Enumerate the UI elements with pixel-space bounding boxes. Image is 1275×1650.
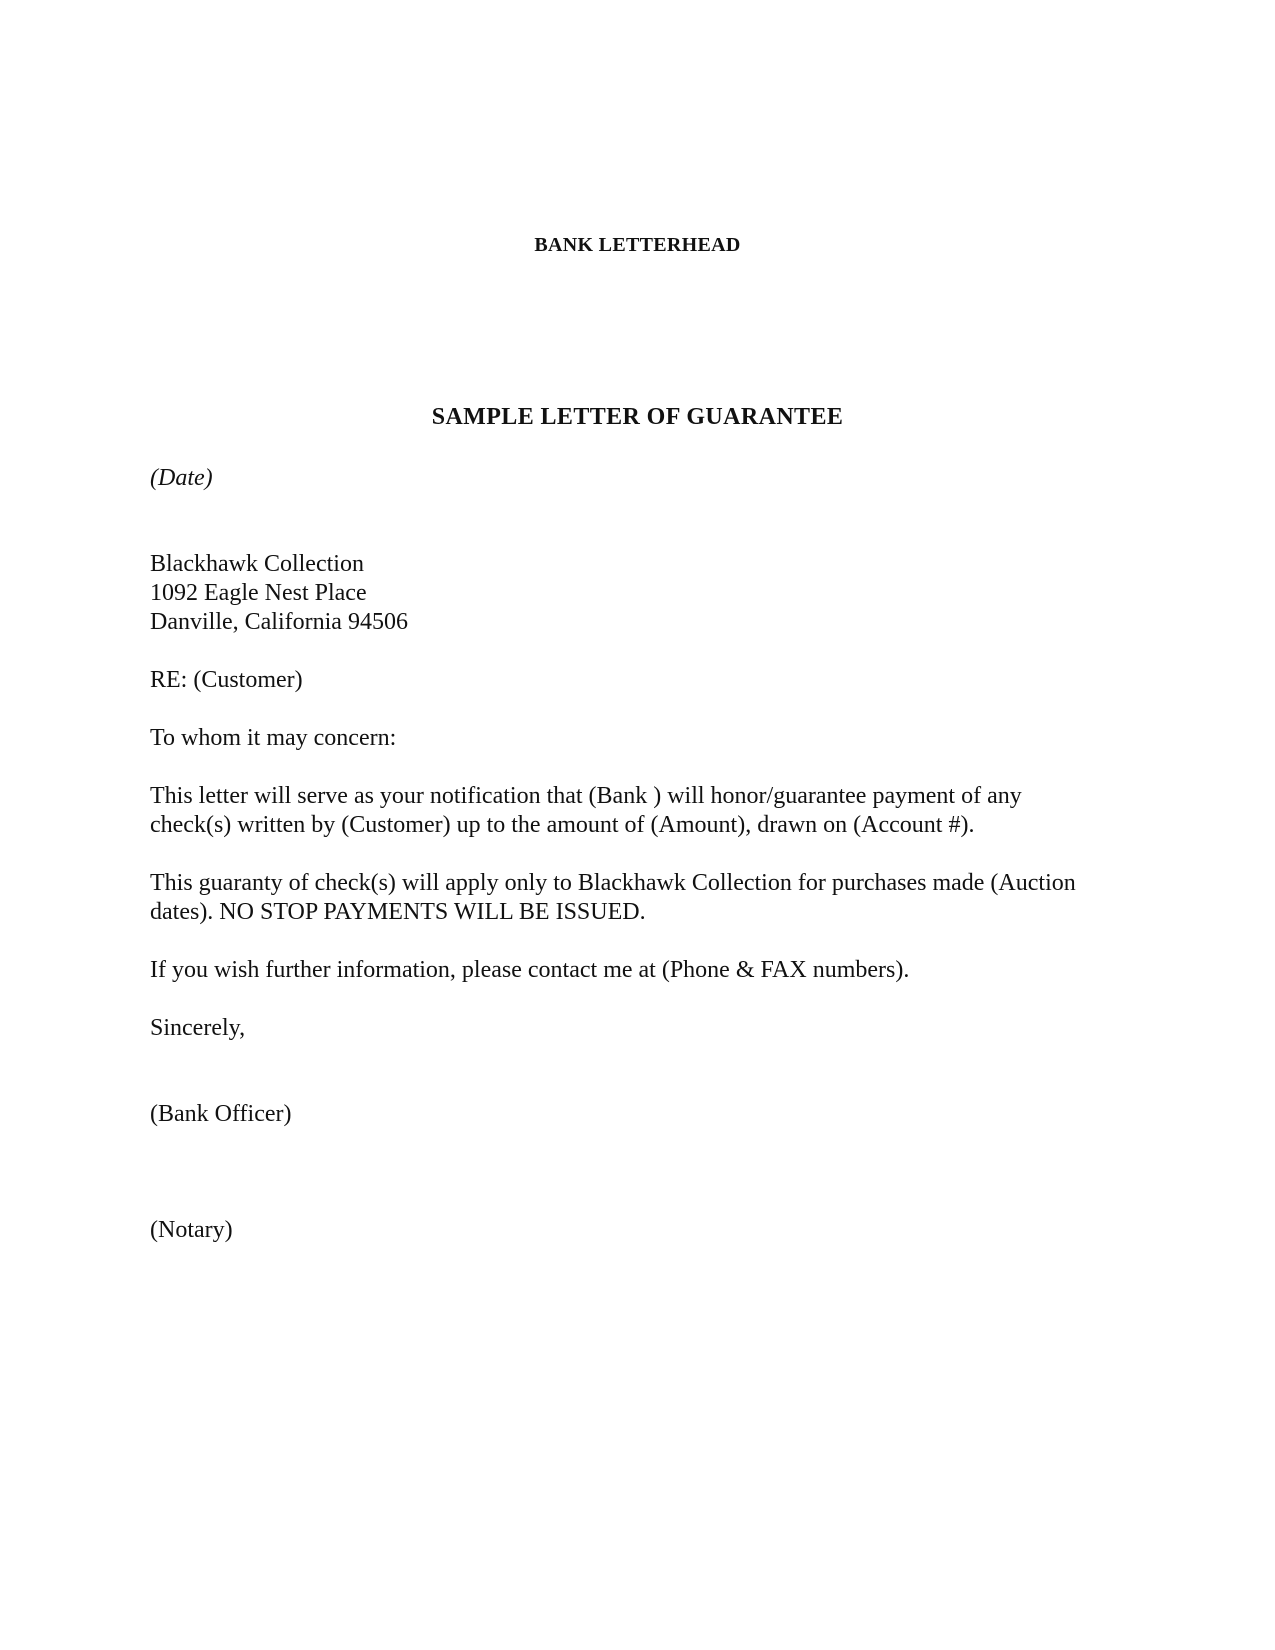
paragraph-contact: If you wish further information, please contact me at (Phone & FAX numbers).	[150, 957, 910, 983]
closing: Sincerely,	[150, 1015, 246, 1041]
signer: (Bank Officer)	[150, 1101, 292, 1127]
re-line: RE: (Customer)	[150, 667, 303, 693]
document-title: SAMPLE LETTER OF GUARANTEE	[431, 404, 844, 430]
date-line: (Date)	[150, 465, 213, 491]
recipient-city: Danville, California 94506	[150, 609, 408, 635]
paragraph-line: This letter will serve as your notification that (Bank ) will honor/guarantee payment of any	[150, 783, 1022, 809]
recipient-address	[150, 550, 1130, 637]
notary: (Notary)	[150, 1217, 233, 1243]
paragraph-notification	[150, 782, 1130, 840]
recipient-name: Blackhawk Collection	[150, 551, 364, 577]
paragraph-line: This guaranty of check(s) will apply only to Blackhawk Collection for purchases made (Auction	[150, 870, 1076, 896]
paragraph-guaranty	[150, 869, 1130, 927]
salutation: To whom it may concern:	[150, 725, 397, 751]
paragraph-line: check(s) written by (Customer) up to the amount of (Amount), drawn on (Account #).	[150, 812, 975, 838]
recipient-street: 1092 Eagle Nest Place	[150, 580, 367, 606]
bank-letterhead: BANK LETTERHEAD	[534, 234, 741, 256]
paragraph-line: dates). NO STOP PAYMENTS WILL BE ISSUED.	[150, 899, 646, 925]
